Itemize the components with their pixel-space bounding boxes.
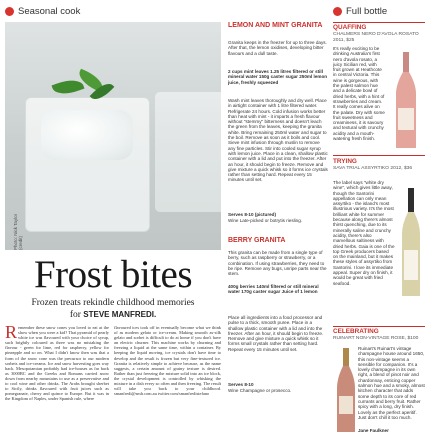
recipe-method: Place all ingredients into a food processor and pulse to a thick, smooth puree. Place in a shallow plastic container with a lid and into the freezer. After an hour, it should begin to freeze. Remove and give mixture a quick whisk so it forms small crystals rather than setting hard. Repeat every 15 minutes until set. [228, 315, 324, 352]
article-column-1-text: emember these snow cones you loved to eat at the show when you were a kid? That pyramid of pearly white ice was flavoured with your choice of syrup, such brightly coloured as three was no mistaking the flavour - green for lime, red for raspberry, yellow for pineapple and so on. What I didn't know then was that a form of the snow cone was the precursor to our modern sorbets and ice-creams. Ice and snow harvesting goes way back. Mesopotamian probably had ice-houses as far back as 3000BC and the Greeks and Romans carried snow down from nearby mountains to use as a preservative and to cool wine and other drinks. The Arabs brought sherbet to Sicily, drinks flavoured with fruit juices such as pomegranate, cherry and quince to Europe. But it was in the Kingdom of Naples, under Spanish rule, where [5, 325, 109, 402]
article-column-2-text: flavoured ices took off in eventually become what we think of as modern gelato or ice-cream. Making smooth as-silk gelato and sorbet is difficult to do at home if you don't have an electric churner. This machine works by churning and freezing a liquid at the same time, within a container. By keeping the liquid moving, ice crystals don't have time to develop and the result is frozen but very fine-textured ice. Granita is relatively simple to achieve because, as the name suggests, a certain amount of grainy texture is desired. Rather than just freezing the mixture solid into an ice block, the crystal development is controlled by whisking the mixture in a dish every so often and then freezing. The result will take you back to your childhood. smanfredi@smh.com.au twitter.com/smanfredistefano [114, 325, 221, 397]
section-header [5, 6, 80, 17]
champagne-bottle-icon [335, 348, 357, 434]
article-column-1 [5, 325, 109, 433]
full-bottle-title: Full bottle [346, 6, 388, 17]
deck [5, 298, 221, 321]
recipe-wine: Wine Late-picked or botrytis riesling. [228, 218, 303, 223]
headline: Frost bites [33, 253, 193, 296]
full-bottle-header [333, 6, 387, 17]
recipe-serves: Serves 8-10 (pictured) [228, 212, 276, 217]
recipe-wine: Wine Champagne or prosecco. [228, 388, 292, 393]
quaffing-wine: CHALMERS NERO D'AVOLA ROSATO 2011, $25 [333, 32, 419, 43]
recipe-title: BERRY GRANITA [228, 237, 286, 244]
recipe-title: LEMON AND MINT GRANITA [228, 22, 323, 29]
recipe-intro: This granita can be made from a single type of berry, such as raspberry or strawberry, or a combination. If using strawberries, they need to be ripe. Remove any bugs, unripe parts near the stem. [228, 250, 327, 277]
mint-leaf [52, 75, 85, 98]
background-glass [155, 92, 221, 212]
celebrating-review: Ruinart's Ruinart's vintage champagne house around 1650, this non-vintage seems a sensible for companion. It's a lovely champagne in its own right, a blend of pinot noir and chardonnay, enticing copper salmon hue and a smoky, almost kitchen character that adds some depth to its core of red currants and berry fruit. Rather spicy with a long, dry finish. Lovely as the perfect aperitif. Just don't chill it too much. [358, 346, 425, 420]
granita-photo [5, 22, 221, 250]
celebrating-wine: RUINART NON-VINTAGE ROSE, $100 [333, 336, 419, 341]
divider [333, 155, 425, 156]
white-wine-bottle-icon [399, 188, 423, 298]
drop-cap: R [5, 325, 18, 342]
article-column-2 [114, 325, 221, 433]
divider [333, 22, 425, 23]
celebrating-label: CELEBRATING [333, 328, 379, 335]
recipe-method: Wash mint leaves thoroughly and dry well. Place in airtight container with 1 litre filtered water. Refrigerate 24 hours. Cold infusion works better than heat with mint - it imparts a fresh flavour without "stemmy" bitterness and doesn't leach the green from the leaves, keeping the granita white. Bring remaining 250ml water and sugar to the boil. Remove as soon as it boils and cool. Sieve mint infusion through muslin to remove any fine particles. Stir into cooled sugar syrup with lemon juice. Place in a clean, shallow plastic container with a lid and put into the freezer. After an hour, it should begin to freeze. Remove and give mixture a quick whisk so it forms ice crystals rather than setting hard. Repeat every 15 minutes until set. [228, 98, 328, 183]
byline: STEVE MANFREDI. [83, 310, 157, 319]
quaffing-label: QUAFFING [333, 24, 367, 31]
recipe-serves: Serves 8-10 [228, 382, 254, 387]
trying-review: The label says "white dry wine", which gives little away, though the Santorini appellation can only mean assyrtiko - the island's most illustrious variety. It's the most brilliant white for summer because along there's almost thirst quenching, due to its minerally saline and crunchy acidity, there's also marvellous saltiness with dried herbs. Gaia is one of the top Greek producers based on the mainland, but it makes these styles of assyrtiko from Santorini. I love its immediate appeal. Super dry on finish, it would be great with fried seafood. [333, 180, 395, 286]
photo-credit: Photo: Nick Taylor (credit) [13, 213, 23, 250]
recipe-intro: Granita keeps in the freezer for up to three days. After that, the lemon oxidises, developing bitter flavours and a dull taste. [228, 40, 327, 56]
trying-wine: SAVA TRIAL ASSYRTIKO 2012, $36 [333, 166, 413, 171]
red-dot-icon [5, 7, 14, 16]
rose-bottle-icon [392, 52, 420, 150]
red-dot-icon [333, 7, 342, 16]
byline-prefix: for [69, 310, 81, 320]
recipe-ingredients: 400g berries 140ml filtered or still mineral water 170g caster sugar Juice of 1 lemon [228, 284, 319, 295]
wine-critic-credit: Jane Faulkner [358, 428, 389, 433]
recipe-ingredients: 2 cups mint leaves 1.25 litres filtered or still mineral water 150g caster sugar 250ml lemon juice, freshly squeezed [228, 69, 328, 85]
quaffing-review: It's really exciting to be drinking Australia's first nero d'avola rosato, a juicy Sicilian red, with fruit grown at Heathcote in central Victoria. This wine is gorgeous, with the palest salmon hue and a delicate bowl of dried herbs, with a hint of strawberries and cream. It really comes alive on the palate. Dry with some fruit sweetness and creaminess, it is savoury and textural with crunchy acidity and a mouth-watering fresh finish. [333, 46, 385, 142]
granita-ice [41, 110, 133, 160]
section-title: Seasonal cook [18, 6, 81, 17]
trying-label: TRYING [333, 158, 357, 165]
deck-text: Frozen treats rekindle childhood memories [31, 298, 195, 308]
divider [333, 326, 425, 327]
